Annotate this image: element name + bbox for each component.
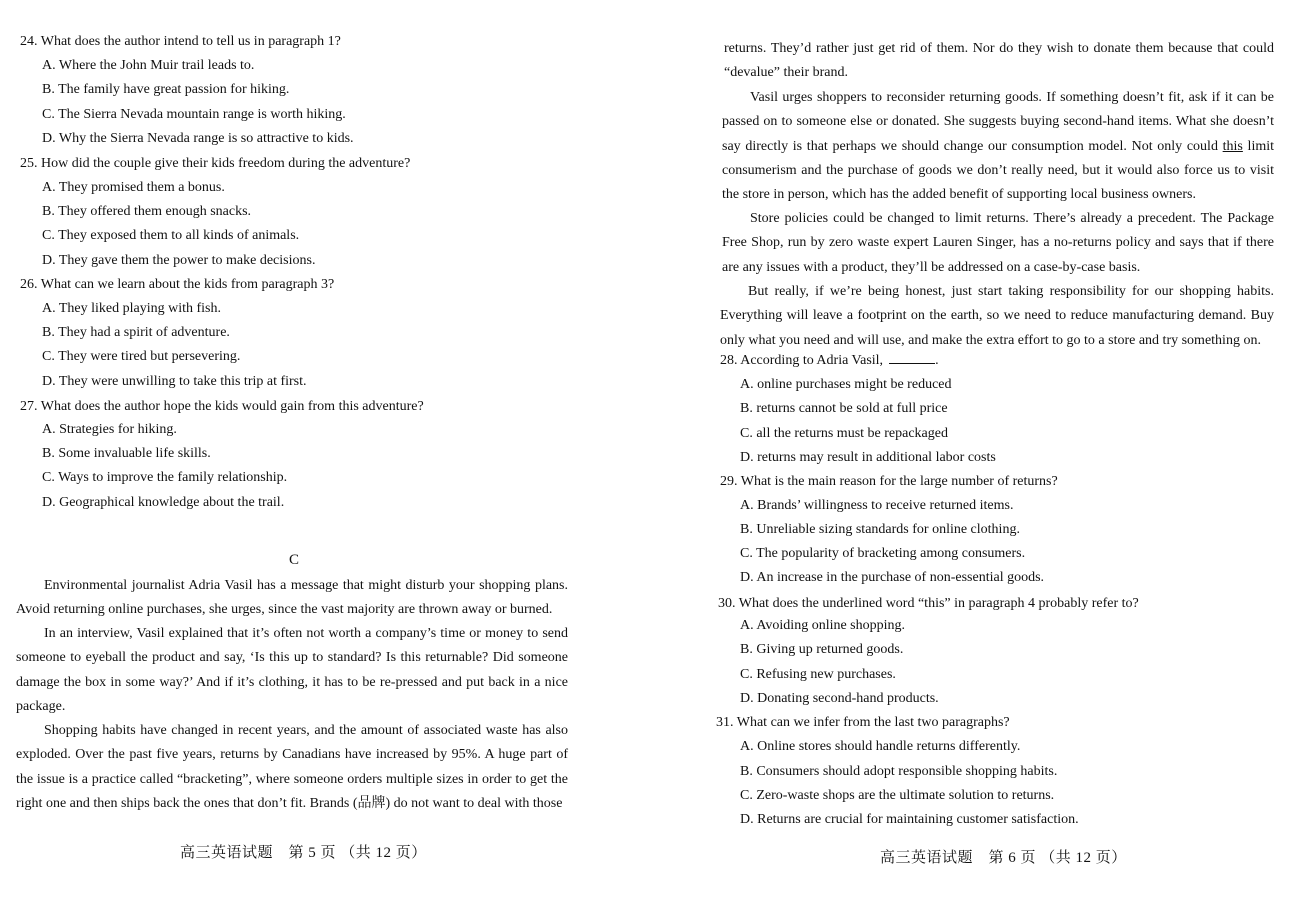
question-31-option-a: A. Online stores should handle returns differently. bbox=[740, 739, 1021, 754]
question-26-option-d: D. They were unwilling to take this trip at first. bbox=[42, 374, 307, 389]
question-30-option-b: B. Giving up returned goods. bbox=[740, 642, 904, 657]
question-25-option-d: D. They gave them the power to make decisions. bbox=[42, 253, 316, 268]
question-26-stem: 26. What can we learn about the kids from paragraph 3? bbox=[20, 277, 335, 292]
passage-paragraph-4 bbox=[722, 86, 1274, 207]
question-29-option-c: C. The popularity of bracketing among consumers. bbox=[740, 546, 1026, 561]
underlined-word-this: this bbox=[1222, 138, 1243, 154]
question-25-stem: 25. How did the couple give their kids freedom during the adventure? bbox=[20, 156, 411, 171]
question-29-stem: 29. What is the main reason for the large number of returns? bbox=[720, 474, 1058, 489]
question-26-option-c: C. They were tired but persevering. bbox=[42, 349, 241, 364]
passage-c-paragraph-3: Shopping habits have changed in recent years, and the amount of associated waste has also exploded. Over the past five years, returns by Canadians have increased by 95%. A huge part of the issue is a practice called “bracketing”, where someone orders multiple sizes in order to get the right one and then ships back the ones that don’t fit. Brands (品牌) do not want to deal with those bbox=[16, 723, 568, 811]
question-28-stem-text: 28. According to Adria Vasil, bbox=[720, 353, 884, 368]
passage-paragraph-6: But really, if we’re being honest, just start taking responsibility for our shopping habits. Everything will leave a footprint on the earth, so we need to reduce manufacturing demand. Buy only what you need and will use, and make the extra effort to go to a store and try something on. bbox=[720, 284, 1274, 348]
question-24-option-b: B. The family have great passion for hiking. bbox=[42, 82, 290, 97]
question-24-option-c: C. The Sierra Nevada mountain range is worth hiking. bbox=[42, 107, 346, 122]
paragraph-4-text-before: Vasil urges shoppers to reconsider returning goods. If something doesn’t fit, ask if it can be passed on to someone else or donated. She suggests buying second-hand items. What she doesn’t say directly is that perhaps we should change our consumption model. Not only could bbox=[722, 90, 1274, 154]
question-29-option-a: A. Brands’ willingness to receive returned items. bbox=[740, 498, 1014, 513]
question-25-option-b: B. They offered them enough snacks. bbox=[42, 204, 252, 219]
question-28-option-b: B. returns cannot be sold at full price bbox=[740, 401, 948, 416]
question-29-option-b: B. Unreliable sizing standards for online clothing. bbox=[740, 522, 1020, 537]
passage-c-paragraph-2: In an interview, Vasil explained that it’s often not worth a company’s time or money to send someone to eyeball the product and say, ‘Is this up to standard? Is this returnable? Did someone damage the box in some way?’ And if it’s clothing, it has to be re-pressed and put back in a nice package. bbox=[16, 626, 568, 714]
question-25-option-c: C. They exposed them to all kinds of animals. bbox=[42, 228, 300, 243]
question-27-option-c: C. Ways to improve the family relationship. bbox=[42, 470, 288, 485]
passage-paragraph-5: Store policies could be changed to limit returns. There’s already a precedent. The Package Free Shop, run by zero waste expert Lauren Singer, has a no-returns policy and says that if there are any issues with a product, they’ll be addressed on a case-by-case basis. bbox=[722, 211, 1274, 275]
question-30-option-a: A. Avoiding online shopping. bbox=[740, 618, 906, 633]
question-28-stem-end: . bbox=[935, 353, 939, 368]
question-31-stem: 31. What can we infer from the last two paragraphs? bbox=[716, 715, 1010, 730]
question-26-option-b: B. They had a spirit of adventure. bbox=[42, 325, 230, 340]
question-31-option-b: B. Consumers should adopt responsible shopping habits. bbox=[740, 764, 1058, 779]
section-letter: C bbox=[288, 552, 299, 568]
question-25-option-a: A. They promised them a bonus. bbox=[42, 180, 225, 195]
question-28-option-c: C. all the returns must be repackaged bbox=[740, 426, 948, 441]
question-30-option-d: D. Donating second-hand products. bbox=[740, 691, 939, 706]
question-28-option-a: A. online purchases might be reduced bbox=[740, 377, 952, 392]
question-24-option-a: A. Where the John Muir trail leads to. bbox=[42, 58, 255, 73]
question-28-stem bbox=[720, 353, 939, 369]
paragraph-4-text-after: limit consumerism and the purchase of goods we don’t really need, but it would also force us to visit the store in person, which has the added benefit of supporting local business owners. bbox=[722, 138, 1275, 203]
question-27-stem: 27. What does the author hope the kids would gain from this adventure? bbox=[20, 399, 424, 414]
question-29-option-d: D. An increase in the purchase of non-essential goods. bbox=[740, 570, 1045, 585]
question-24-option-d: D. Why the Sierra Nevada range is so attractive to kids. bbox=[42, 131, 354, 146]
passage-continuation: returns. They’d rather just get rid of them. Nor do they wish to donate them because that could “devalue” their brand. bbox=[724, 41, 1274, 81]
question-31-option-d: D. Returns are crucial for maintaining customer satisfaction. bbox=[740, 812, 1079, 827]
question-30-option-c: C. Refusing new purchases. bbox=[740, 667, 896, 682]
question-28-option-d: D. returns may result in additional labor costs bbox=[740, 450, 996, 465]
question-27-option-d: D. Geographical knowledge about the trail. bbox=[42, 495, 285, 510]
page-footer-right: 高三英语试题 第 6 页 （共 12 页） bbox=[880, 850, 1127, 866]
question-26-option-a: A. They liked playing with fish. bbox=[42, 301, 221, 316]
question-31-option-c: C. Zero-waste shops are the ultimate solution to returns. bbox=[740, 788, 1055, 803]
question-27-option-b: B. Some invaluable life skills. bbox=[42, 446, 211, 461]
answer-blank bbox=[889, 353, 935, 364]
passage-c-paragraph-1: Environmental journalist Adria Vasil has a message that might disturb your shopping plans. Avoid returning online purchases, she urges, since the vast majority are thrown away or burned. bbox=[16, 578, 568, 618]
question-30-stem: 30. What does the underlined word “this” in paragraph 4 probably refer to? bbox=[718, 596, 1139, 611]
page-footer-left: 高三英语试题 第 5 页 （共 12 页） bbox=[180, 845, 427, 861]
question-24-stem: 24. What does the author intend to tell us in paragraph 1? bbox=[20, 34, 341, 49]
question-27-option-a: A. Strategies for hiking. bbox=[42, 422, 177, 437]
